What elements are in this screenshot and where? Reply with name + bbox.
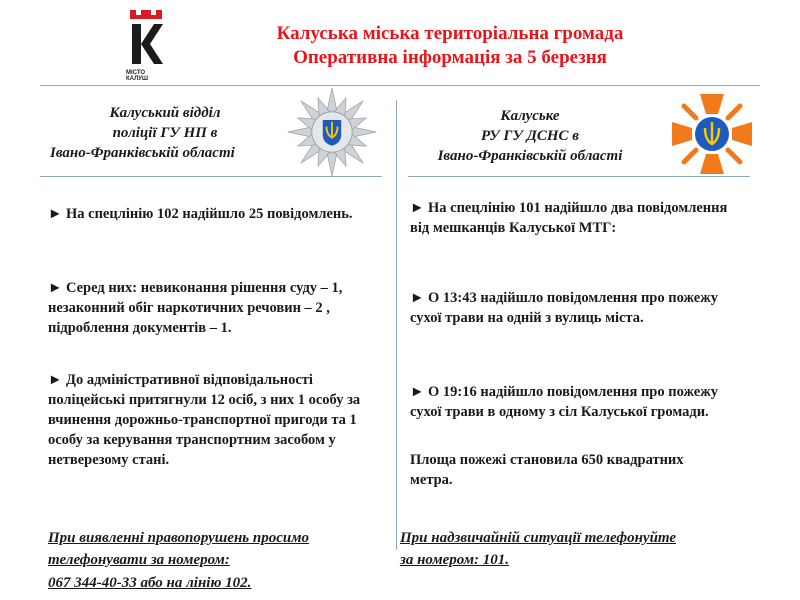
police-dept-line1: Калуський відділ — [109, 105, 221, 121]
dsns-dept-line1: Калуське — [500, 108, 560, 124]
police-phone-number: 067 344-40-33 або на лінію 102. — [48, 575, 252, 591]
dsns-footer-line1: При надзвичайній ситуації телефонуйте — [400, 530, 677, 546]
dsns-item-fire-area: Площа пожежі становила 650 квадратних метра. — [410, 452, 684, 488]
police-header-divider — [40, 176, 382, 177]
dsns-department-name — [405, 106, 655, 166]
dsns-item-fire-1: ► О 13:43 надійшло повідомлення про пожежу сухої трави на одній з вулиць міста. — [410, 290, 719, 326]
police-item-offences: ► Серед них: невиконання рішення суду – 1, незаконний обіг наркотичних речовин – 2 , підроблення документів – 1. — [48, 280, 343, 336]
dsns-phone-number: за номером: 101. — [400, 552, 509, 568]
dsns-header-divider — [408, 176, 750, 177]
kalush-city-logo — [128, 8, 164, 78]
police-footer-line2: телефонувати за номером: — [48, 552, 230, 568]
dsns-item-fire-2: ► О 19:16 надійшло повідомлення про пожежу сухої трави в одному з сіл Калуської громади. — [410, 384, 719, 420]
police-item-administrative: ► До адміністративної відповідальності поліцейські притягнули 12 осіб, з них 1 особу за вчинення дорожньо-транспортної пригоди та 1 особу за керування транспортним засобом у нетверезому стані. — [48, 372, 361, 468]
police-footer-line1: При виявленні правопорушень просимо — [48, 530, 310, 546]
column-divider — [396, 100, 397, 550]
page-subtitle: Оперативна інформація за 5 березня — [293, 47, 607, 68]
police-department-name — [40, 103, 290, 163]
police-star-emblem-icon — [286, 86, 378, 178]
page-title: Калуська міська територіальна громада — [276, 23, 624, 44]
police-dept-line2: поліції ГУ НП в — [112, 125, 218, 141]
police-item-calls: ► На спецлінію 102 надійшло 25 повідомлень. — [48, 206, 353, 222]
dsns-dept-line2: РУ ГУ ДСНС в — [481, 128, 579, 144]
dsns-dept-line3: Івано-Франківській області — [437, 148, 623, 164]
dsns-cross-emblem-icon — [670, 92, 754, 176]
logo-caption: МІСТО КАЛУШ — [126, 70, 149, 82]
header-divider — [40, 85, 760, 86]
dsns-item-calls: ► На спецлінію 101 надійшло два повідомлення від мешканців Калуської МТГ: — [410, 200, 728, 236]
police-dept-line3: Івано-Франківській області — [50, 145, 235, 161]
